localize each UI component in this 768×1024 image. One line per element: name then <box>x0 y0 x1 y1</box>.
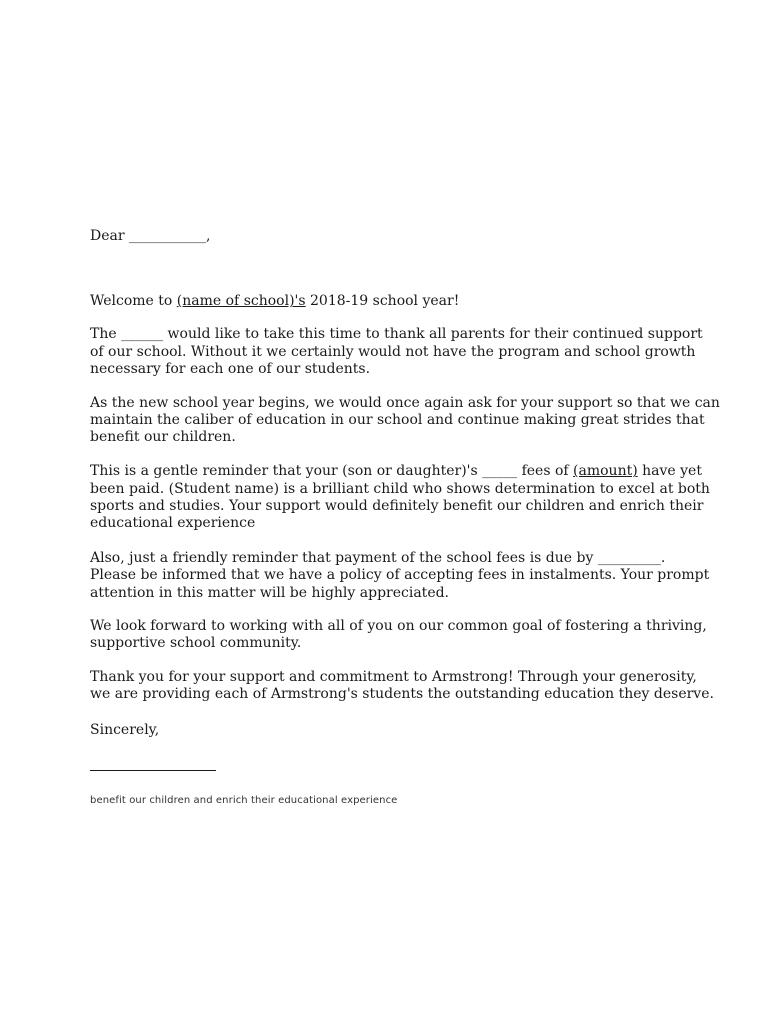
paragraph-2-line-1: As the new school year begins, we would once again ask for your support so that we can <box>90 395 720 411</box>
amount-placeholder: (amount) <box>573 463 638 479</box>
paragraph-5-line-2: supportive school community. <box>90 635 302 651</box>
paragraph-4-line-1: Also, just a friendly reminder that payment of the school fees is due by _________. <box>90 550 666 566</box>
school-name-placeholder: (name of school)'s <box>176 293 306 309</box>
paragraph-1-line-2: of our school. Without it we certainly would not have the program and school growth <box>90 344 696 360</box>
paragraph-1-line-3: necessary for each one of our students. <box>90 361 371 377</box>
reminder-text-end: have yet <box>637 463 702 479</box>
paragraph-3-line-4: educational experience <box>90 515 256 531</box>
paragraph-3-line-2: been paid. (Student name) is a brilliant child who shows determination to excel at both <box>90 481 710 497</box>
paragraph-6-line-1: Thank you for your support and commitment to Armstrong! Through your generosity, <box>90 669 697 685</box>
paragraph-4-line-2: Please be informed that we have a policy of accepting fees in instalments. Your prompt <box>90 567 710 583</box>
reminder-text: This is a gentle reminder that your (son or daughter)'s _____ fees of <box>90 463 574 479</box>
paragraph-3-line-3: sports and studies. Your support would definitely benefit our children and enrich their <box>90 498 704 514</box>
signature-line <box>90 770 216 771</box>
welcome-prefix: Welcome to <box>90 293 177 309</box>
paragraph-3-line-1 <box>90 463 702 480</box>
closing: Sincerely, <box>90 722 160 738</box>
paragraph-6-line-2: we are providing each of Armstrong's students the outstanding education they deserve. <box>90 686 714 702</box>
paragraph-5-line-1: We look forward to working with all of you on our common goal of fostering a thriving, <box>90 618 707 634</box>
paragraph-1-line-1: The ______ would like to take this time to thank all parents for their continued support <box>90 326 703 342</box>
welcome-suffix: 2018-19 school year! <box>305 293 460 309</box>
welcome-line <box>90 293 459 310</box>
paragraph-2-line-2: maintain the caliber of education in our school and continue making great strides that <box>90 412 705 428</box>
paragraph-4-line-3: attention in this matter will be highly appreciated. <box>90 585 450 601</box>
caption-text: benefit our children and enrich their educational experience <box>90 795 398 806</box>
paragraph-2-line-3: benefit our children. <box>90 429 236 445</box>
salutation: Dear ___________, <box>90 228 211 244</box>
